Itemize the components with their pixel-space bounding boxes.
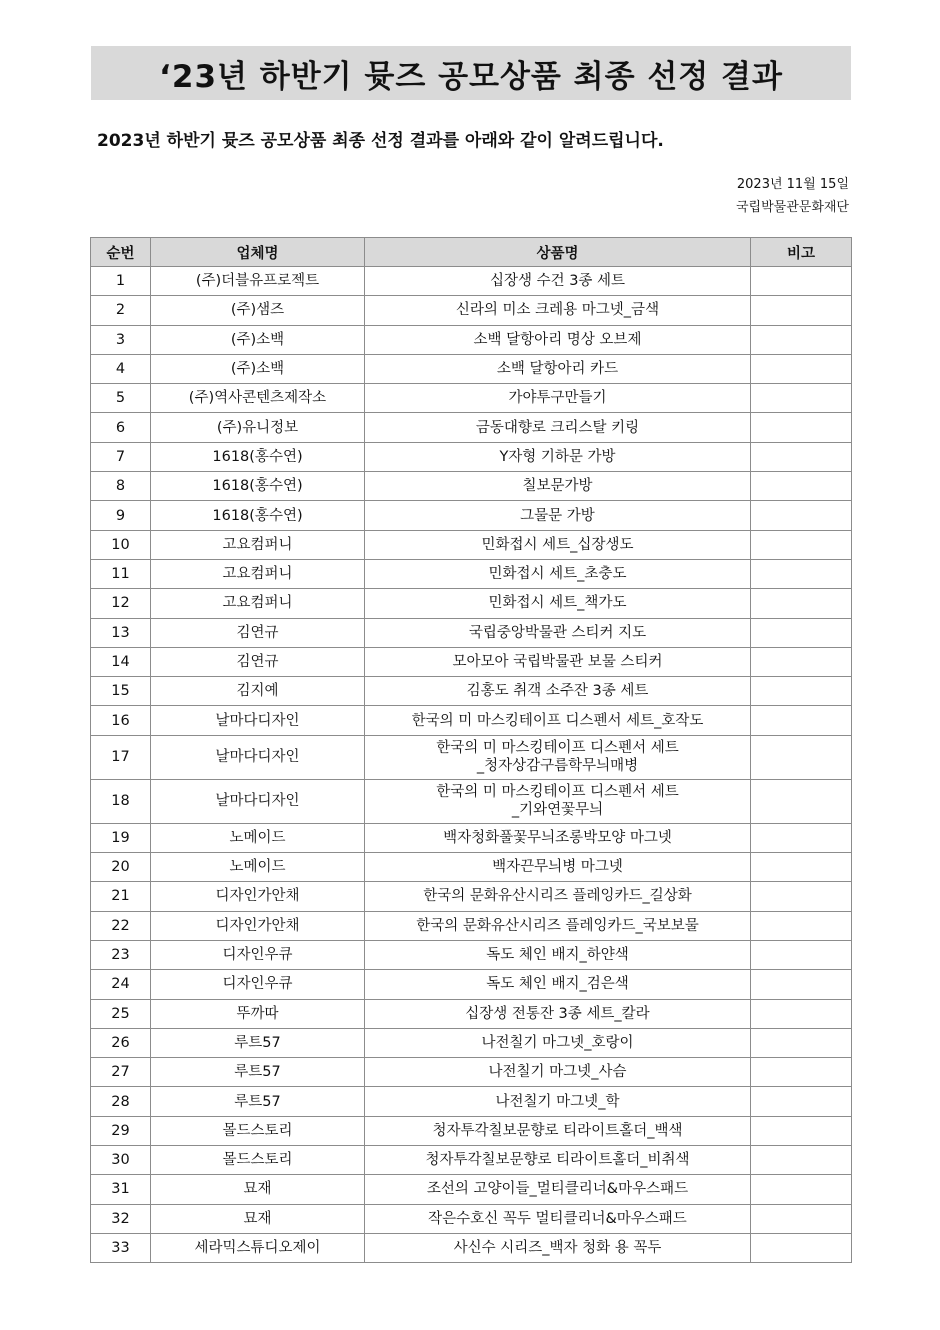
cell-note [751, 1116, 852, 1145]
title-band [91, 46, 851, 100]
cell-product: 사신수 시리즈_백자 청화 용 꼭두 [365, 1233, 751, 1262]
cell-product: 나전칠기 마그넷_호랑이 [365, 1028, 751, 1057]
table-row [91, 677, 852, 706]
cell-number: 24 [91, 970, 151, 999]
cell-number: 23 [91, 940, 151, 969]
cell-number: 10 [91, 530, 151, 559]
cell-product: 소백 달항아리 명상 오브제 [365, 325, 751, 354]
cell-product: 청자투각칠보문향로 티라이트홀더_백색 [365, 1116, 751, 1145]
cell-note [751, 779, 852, 823]
cell-company: 1618(홍수연) [151, 472, 365, 501]
table-row [91, 823, 852, 852]
cell-number: 9 [91, 501, 151, 530]
cell-number: 8 [91, 472, 151, 501]
cell-note [751, 589, 852, 618]
product-line-1: 한국의 미 마스킹테이프 디스펜서 세트 [436, 784, 679, 801]
cell-note [751, 501, 852, 530]
cell-note [751, 325, 852, 354]
cell-note [751, 472, 852, 501]
cell-note [751, 413, 852, 442]
page-title: ‘23년 하반기 뮷즈 공모상품 최종 선정 결과 [159, 58, 783, 95]
cell-company: (주)샘즈 [151, 296, 365, 325]
cell-company: (주)소백 [151, 325, 365, 354]
table-row [91, 735, 852, 779]
table-row [91, 384, 852, 413]
cell-company: 노메이드 [151, 853, 365, 882]
cell-note [751, 735, 852, 779]
table-row [91, 442, 852, 471]
cell-note [751, 999, 852, 1028]
cell-number: 6 [91, 413, 151, 442]
cell-product: 금동대향로 크리스탈 키링 [365, 413, 751, 442]
cell-product: 십장생 수건 3종 세트 [365, 267, 751, 296]
cell-product: 소백 달항아리 카드 [365, 354, 751, 383]
table-row [91, 267, 852, 296]
cell-number: 19 [91, 823, 151, 852]
cell-product: 조선의 고양이들_멀티클리너&마우스패드 [365, 1175, 751, 1204]
cell-number: 30 [91, 1146, 151, 1175]
cell-note [751, 677, 852, 706]
cell-company: 디자인우큐 [151, 940, 365, 969]
cell-product: 신라의 미소 크레용 마그넷_금색 [365, 296, 751, 325]
cell-number: 28 [91, 1087, 151, 1116]
cell-product: 나전칠기 마그넷_사슴 [365, 1058, 751, 1087]
cell-note [751, 354, 852, 383]
cell-product: 독도 체인 배지_하얀색 [365, 940, 751, 969]
cell-number: 16 [91, 706, 151, 735]
table-row [91, 1146, 852, 1175]
cell-product: 나전칠기 마그넷_학 [365, 1087, 751, 1116]
cell-note [751, 823, 852, 852]
cell-company: 디자인가안채 [151, 911, 365, 940]
cell-number: 33 [91, 1233, 151, 1262]
cell-note [751, 911, 852, 940]
table-row [91, 501, 852, 530]
cell-product: 백자끈무늬병 마그넷 [365, 853, 751, 882]
cell-company: 루트57 [151, 1058, 365, 1087]
cell-product: 독도 체인 배지_검은색 [365, 970, 751, 999]
table-row [91, 296, 852, 325]
cell-note [751, 384, 852, 413]
table-header-row [91, 238, 852, 267]
cell-note [751, 970, 852, 999]
cell-note [751, 647, 852, 676]
table-row [91, 325, 852, 354]
cell-note [751, 1204, 852, 1233]
cell-company: 노메이드 [151, 823, 365, 852]
table-row [91, 1204, 852, 1233]
cell-company: 묘재 [151, 1204, 365, 1233]
results-table [90, 237, 852, 1263]
organization-name: 국립박물관문화재단 [735, 200, 849, 215]
cell-number: 22 [91, 911, 151, 940]
cell-number: 26 [91, 1028, 151, 1057]
cell-product: 한국의 미 마스킹테이프 디스펜서 세트_호작도 [365, 706, 751, 735]
cell-product: 가야투구만들기 [365, 384, 751, 413]
cell-product: 민화접시 세트_책가도 [365, 589, 751, 618]
cell-number: 14 [91, 647, 151, 676]
cell-note [751, 296, 852, 325]
table-row [91, 530, 852, 559]
cell-note [751, 267, 852, 296]
cell-company: 김연규 [151, 618, 365, 647]
cell-number: 17 [91, 735, 151, 779]
cell-number: 7 [91, 442, 151, 471]
table-row [91, 706, 852, 735]
product-line-2: _청자상감구름학무늬매병 [476, 758, 639, 775]
cell-number: 29 [91, 1116, 151, 1145]
table-row [91, 940, 852, 969]
product-line-2: _기와연꽃무늬 [511, 802, 604, 819]
cell-company: 김지예 [151, 677, 365, 706]
cell-note [751, 1146, 852, 1175]
cell-product: 한국의 문화유산시리즈 플레잉카드_국보보물 [365, 911, 751, 940]
table-row [91, 999, 852, 1028]
cell-number: 15 [91, 677, 151, 706]
cell-number: 21 [91, 882, 151, 911]
cell-company: 뚜까따 [151, 999, 365, 1028]
table-row [91, 618, 852, 647]
cell-number: 20 [91, 853, 151, 882]
cell-product: 작은수호신 꼭두 멀티클리너&마우스패드 [365, 1204, 751, 1233]
table-row [91, 1058, 852, 1087]
cell-product: 김홍도 취객 소주잔 3종 세트 [365, 677, 751, 706]
cell-product: 민화접시 세트_초충도 [365, 559, 751, 588]
cell-company: 날마다디자인 [151, 735, 365, 779]
cell-company: 날마다디자인 [151, 779, 365, 823]
cell-company: 세라믹스튜디오제이 [151, 1233, 365, 1262]
table-row [91, 354, 852, 383]
table-row [91, 413, 852, 442]
cell-note [751, 940, 852, 969]
cell-note [751, 706, 852, 735]
cell-note [751, 559, 852, 588]
table-row [91, 1087, 852, 1116]
cell-number: 2 [91, 296, 151, 325]
header-note: 비고 [751, 238, 852, 267]
cell-note [751, 1028, 852, 1057]
cell-note [751, 530, 852, 559]
table-row [91, 1233, 852, 1262]
cell-number: 12 [91, 589, 151, 618]
cell-product: 한국의 문화유산시리즈 플레잉카드_길상화 [365, 882, 751, 911]
cell-number: 5 [91, 384, 151, 413]
cell-number: 32 [91, 1204, 151, 1233]
table-row [91, 559, 852, 588]
cell-product: 모아모아 국립박물관 보물 스티커 [365, 647, 751, 676]
cell-note [751, 853, 852, 882]
cell-company: 고요컴퍼니 [151, 530, 365, 559]
header-product: 상품명 [365, 238, 751, 267]
cell-company: 디자인우큐 [151, 970, 365, 999]
table-row [91, 911, 852, 940]
cell-product: 국립중앙박물관 스티커 지도 [365, 618, 751, 647]
cell-note [751, 442, 852, 471]
cell-company: 1618(홍수연) [151, 442, 365, 471]
table-row [91, 1175, 852, 1204]
cell-product: 칠보문가방 [365, 472, 751, 501]
cell-number: 31 [91, 1175, 151, 1204]
cell-company: 디자인가안채 [151, 882, 365, 911]
table-row [91, 882, 852, 911]
cell-company: 김연규 [151, 647, 365, 676]
cell-product [365, 779, 751, 823]
cell-company: 고요컴퍼니 [151, 559, 365, 588]
table-row [91, 1116, 852, 1145]
announcement-date: 2023년 11월 15일 [736, 177, 849, 192]
cell-number: 25 [91, 999, 151, 1028]
header-number: 순번 [91, 238, 151, 267]
cell-product: 청자투각칠보문향로 티라이트홀더_비취색 [365, 1146, 751, 1175]
table-row [91, 472, 852, 501]
cell-company: 고요컴퍼니 [151, 589, 365, 618]
cell-company: 루트57 [151, 1028, 365, 1057]
cell-company: 루트57 [151, 1087, 365, 1116]
table-body [91, 267, 852, 1263]
cell-number: 1 [91, 267, 151, 296]
cell-company: 몰드스토리 [151, 1116, 365, 1145]
table-row [91, 1028, 852, 1057]
cell-note [751, 1087, 852, 1116]
cell-number: 3 [91, 325, 151, 354]
cell-company: 몰드스토리 [151, 1146, 365, 1175]
cell-number: 13 [91, 618, 151, 647]
cell-number: 18 [91, 779, 151, 823]
intro-text: 2023년 하반기 뮷즈 공모상품 최종 선정 결과를 아래와 같이 알려드립니다. [97, 131, 664, 151]
table-row [91, 779, 852, 823]
cell-note [751, 882, 852, 911]
cell-note [751, 1233, 852, 1262]
cell-company: 1618(홍수연) [151, 501, 365, 530]
cell-product [365, 735, 751, 779]
cell-company: (주)더블유프로젝트 [151, 267, 365, 296]
cell-note [751, 618, 852, 647]
cell-product: 백자청화풀꽃무늬조롱박모양 마그넷 [365, 823, 751, 852]
product-line-1: 한국의 미 마스킹테이프 디스펜서 세트 [436, 740, 679, 757]
cell-product: 민화접시 세트_십장생도 [365, 530, 751, 559]
cell-company: (주)역사콘텐츠제작소 [151, 384, 365, 413]
cell-product: Y자형 기하문 가방 [365, 442, 751, 471]
cell-note [751, 1175, 852, 1204]
cell-number: 27 [91, 1058, 151, 1087]
cell-note [751, 1058, 852, 1087]
cell-company: 묘재 [151, 1175, 365, 1204]
cell-product: 그물문 가방 [365, 501, 751, 530]
table-row [91, 970, 852, 999]
header-company: 업체명 [151, 238, 365, 267]
cell-company: (주)유니정보 [151, 413, 365, 442]
table-row [91, 589, 852, 618]
cell-product: 십장생 전통잔 3종 세트_칼라 [365, 999, 751, 1028]
cell-company: (주)소백 [151, 354, 365, 383]
cell-number: 11 [91, 559, 151, 588]
cell-company: 날마다디자인 [151, 706, 365, 735]
cell-number: 4 [91, 354, 151, 383]
table-row [91, 853, 852, 882]
table-row [91, 647, 852, 676]
